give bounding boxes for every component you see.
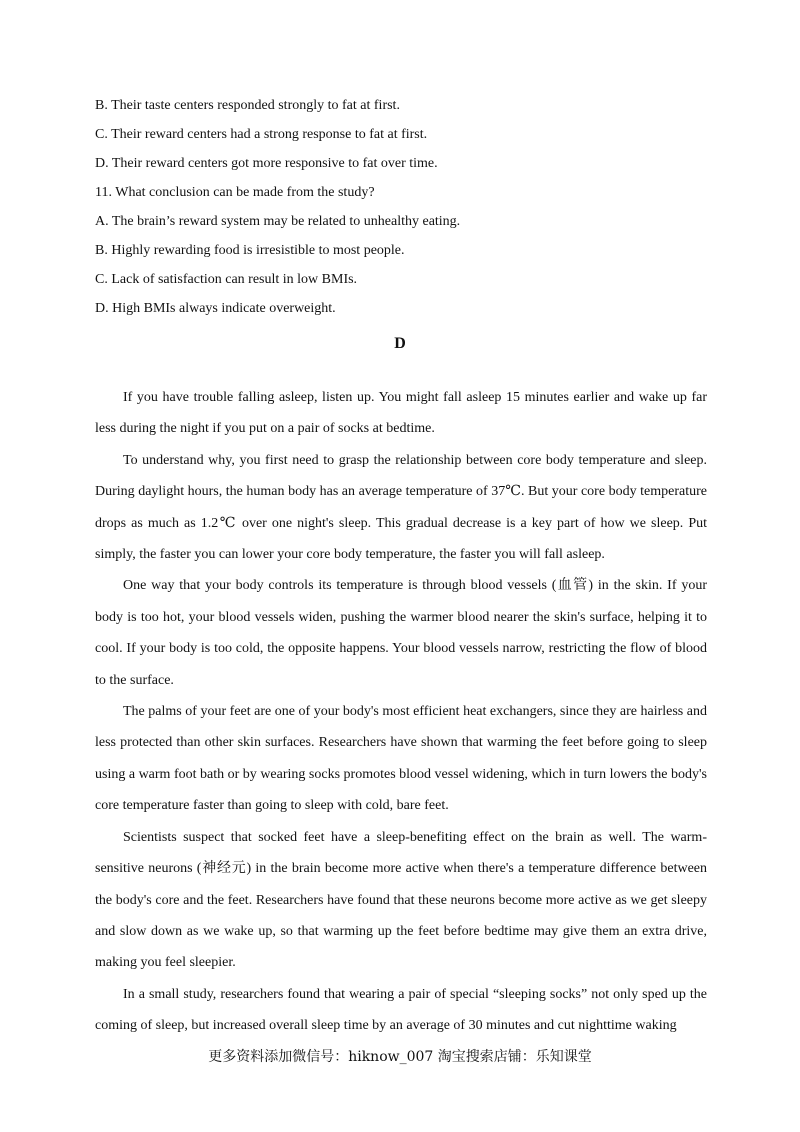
passage-paragraph: To understand why, you first need to grasp the relationship between core body temperature and sleep. During daylight hours, the human body has an average temperature of 37℃. But your core body temperature drops as much as 1.2℃ over one night's sleep. This gradual decrease is a key part of how we sleep. Put simply, the faster you can lower your core body temperature, the faster you will fall asleep. [95,452,707,563]
option-line: C. Lack of satisfaction can result in low BMIs. [95,272,358,287]
option-line: B. Their taste centers responded strongly to fat at first. [95,98,400,113]
option-line: D. Their reward centers got more responsive to fat over time. [95,156,438,171]
passage-paragraph: One way that your body controls its temperature is through blood vessels (血管) in the skin. If your body is too hot, your blood vessels widen, pushing the warmer blood nearer the skin's surface, helping it to cool. If your body is too cold, the opposite happens. Your blood vessels narrow, restricting the flow of blood to the surface. [95,578,707,688]
option-line: A. The brain’s reward system may be related to unhealthy eating. [95,214,461,229]
passage-paragraph: If you have trouble falling asleep, listen up. You might fall asleep 15 minutes earlier and wake up far less during the night if you put on a pair of socks at bedtime. [95,390,707,437]
passage-paragraph: Scientists suspect that socked feet have a sleep-benefiting effect on the brain as well. The warm-sensitive neurons (神经元) in the brain become more active when there's a temperature difference between the body's core and the feet. Researchers have found that these neurons become more active as we get sleepy and slow down as we wake up, so that warming up the feet before bedtime may give them an extra drive, making you feel sleepier. [95,829,707,971]
reading-passage [95,382,707,1042]
option-line: B. Highly rewarding food is irresistible to most people. [95,243,405,258]
option-line: D. High BMIs always indicate overweight. [95,301,336,316]
passage-paragraph: The palms of your feet are one of your body's most efficient heat exchangers, since they are hairless and less protected than other skin surfaces. Researchers have shown that warming the feet before going to sleep using a warm foot bath or by wearing socks promotes blood vessel widening, which in turn lowers the body's core temperature faster than going to sleep with cold, bare feet. [95,704,707,814]
page-footer: 更多资料添加微信号：hiknow_007 淘宝搜索店铺：乐知课堂 [208,1049,592,1065]
option-line: C. Their reward centers had a strong response to fat at first. [95,127,428,142]
passage-paragraph: In a small study, researchers found that wearing a pair of special “sleeping socks” not only sped up the coming of sleep, but increased overall sleep time by an average of 30 minutes and cut nighttime waking [95,986,707,1034]
question-line: 11. What conclusion can be made from the study? [95,185,375,200]
section-title: D [394,335,406,352]
